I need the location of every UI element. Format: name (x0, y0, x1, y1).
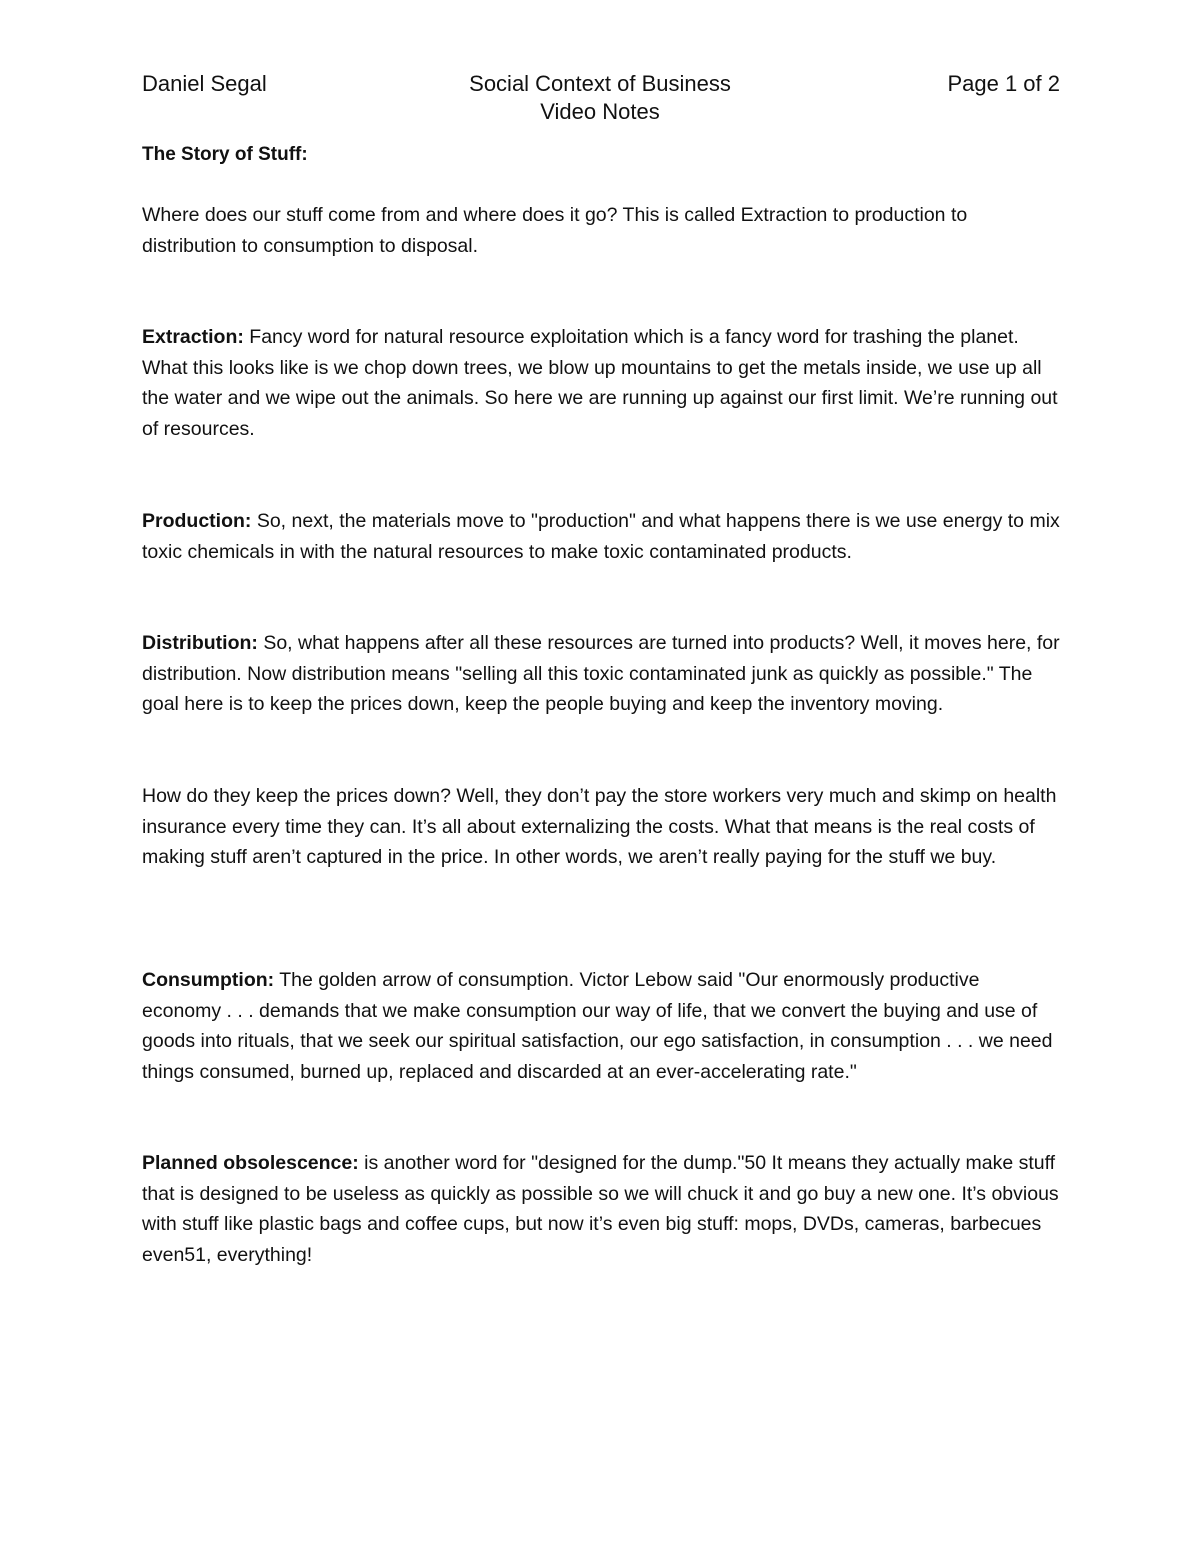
consumption-paragraph (142, 965, 1062, 1087)
obsolescence-term: Planned obsolescence: (142, 1152, 359, 1174)
extraction-paragraph (142, 322, 1062, 444)
document-title: The Story of Stuff: (142, 144, 308, 165)
production-text: So, next, the materials move to "production" and what happens there is we use energy to mix toxic chemicals in with the natural resources to make toxic contaminated products. (142, 510, 1060, 563)
extraction-term: Extraction: (142, 326, 244, 348)
header-course-title: Social Context of Business (469, 71, 731, 96)
header-author: Daniel Segal (142, 71, 267, 96)
obsolescence-text: is another word for "designed for the dump."50 It means they actually make stuff that is designed to be useless as quickly as possible so we will chuck it and go buy a new one. It’s obvious with stuff like plastic bags and coffee cups, but now it’s even big stuff: mops, DVDs, cameras, barbecues even51, everything! (142, 1152, 1059, 1266)
consumption-term: Consumption: (142, 969, 275, 991)
production-paragraph (142, 506, 1062, 567)
extraction-text: Fancy word for natural resource exploitation which is a fancy word for trashing the planet. What this looks like is we chop down trees, we blow up mountains to get the metals inside, we use up all the water and we wipe out the animals. So here we are running up against our first limit. We’re running out of resources. (142, 326, 1058, 440)
header-page-number: Page 1 of 2 (947, 71, 1060, 96)
distribution-text: So, what happens after all these resources are turned into products? Well, it moves here, for distribution. Now distribution means "selling all this toxic contaminated junk as quickly as possible." The goal here is to keep the prices down, keep the people buying and keep the inventory moving. (142, 632, 1060, 715)
header-subtitle: Video Notes (540, 99, 660, 124)
distribution-term: Distribution: (142, 632, 258, 654)
consumption-text: The golden arrow of consumption. Victor Lebow said "Our enormously productive economy . . . demands that we make consumption our way of life, that we convert the buying and use of goods into rituals, that we seek our spiritual satisfaction, our ego satisfaction, in consumption . . . we need things consumed, burned up, replaced and discarded at an ever-accelerating rate." (142, 969, 1053, 1083)
production-term: Production: (142, 510, 252, 532)
prices-paragraph: How do they keep the prices down? Well, they don’t pay the store workers very much and skimp on health insurance every time they can. It’s all about externalizing the costs. What that means is the real costs of making stuff aren’t captured in the price. In other words, we aren’t really paying for the stuff we buy. (142, 785, 1057, 868)
intro-paragraph: Where does our stuff come from and where does it go? This is called Extraction to production to distribution to consumption to disposal. (142, 204, 968, 257)
obsolescence-paragraph (142, 1148, 1062, 1270)
distribution-paragraph (142, 628, 1062, 720)
